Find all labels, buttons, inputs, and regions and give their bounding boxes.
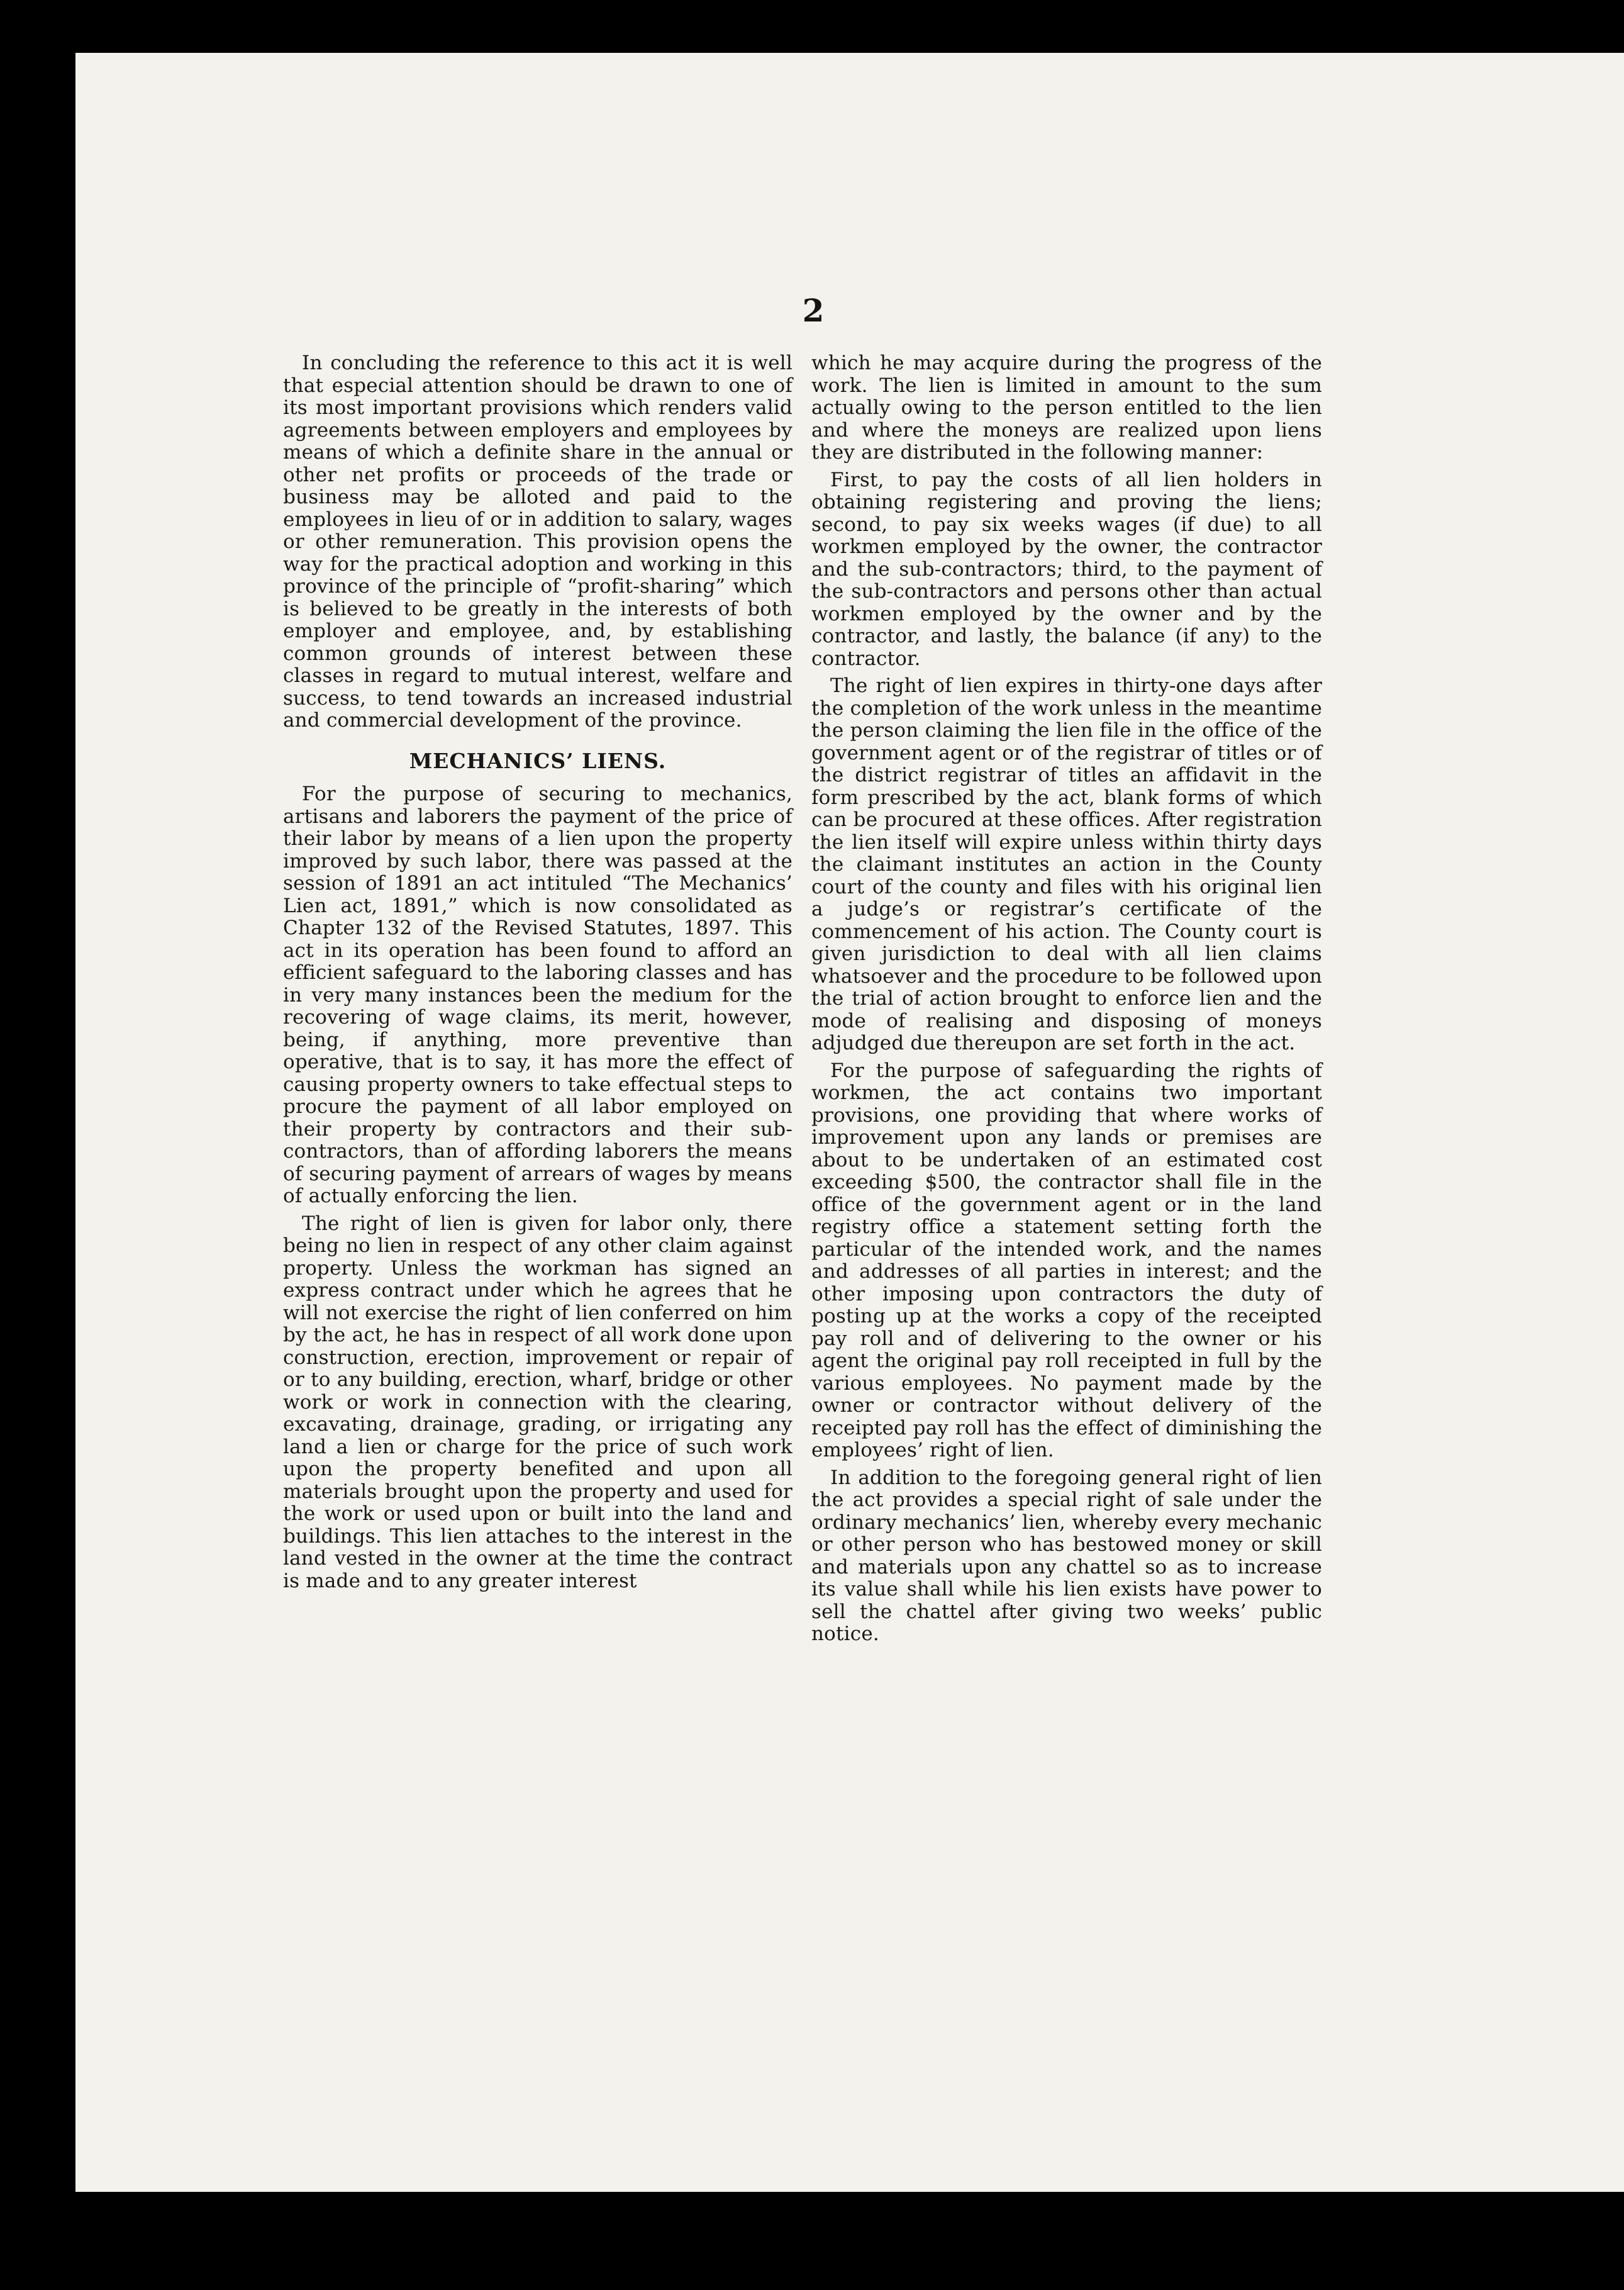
page-number: 2 (802, 292, 825, 329)
right-paragraph-expiry: The right of lien expires in thirty-one days after the completion of the work unless in the meantime the person claiming the lien file in the office of the government agent or of the registrar of titles or of the district registrar of titles an affidavit in the form prescribed by the act, blank forms of which can be procured at these offices. After registration the lien itself will expire unless within thirty days the claimant institutes an action in the County court of the county and files with his original lien a judge’s or registrar’s certificate of the commencement of his action. The County court is given jurisdiction to deal with all lien claims whatsoever and the procedure to be followed upon the trial of action brought to enforce lien and the mode of realising and disposing of moneys adjudged due thereupon are set forth in the act. (811, 674, 1322, 1054)
left-paragraph-right-of-lien: The right of lien is given for labor only, there being no lien in respect of any other claim against property. Unless the workman has signed an express contract under which he agrees that he will not exercise the right of lien conferred on him by the act, he has in respect of all work done upon construction, erection, improvement or repair of or to any building, erection, wharf, bridge or other work or work in connection with the clearing, excavating, drainage, grading, or irrigating any land a lien or charge for the price of such work upon the property benefited and upon all materials brought upon the property and used for the work or used upon or built into the land and buildings. This lien attaches to the interest in the land vested in the owner at the time the contract is made and to any greater interest (283, 1212, 793, 1592)
right-paragraph-distribution: First, to pay the costs of all lien holders in obtaining registering and proving the liens; second, to pay six weeks wages (if due) to all workmen employed by the owner, the contractor and the sub-contractors; third, to the payment of the sub-contractors and persons other than actual workmen employed by the owner and by the contractor, and lastly, the balance (if any) to the contractor. (811, 468, 1322, 670)
section-heading-mechanics-liens: MECHANICS’ LIENS. (409, 748, 667, 773)
left-column (283, 352, 793, 1597)
left-paragraph-profit-sharing: In concluding the reference to this act it is well that especial attention should be drawn to one of its most important provisions which renders valid agreements between employers and employees by means of which a definite share in the annual or other net profits or proceeds of the trade or business may be alloted and paid to the employees in lieu of or in addition to salary, wages or other remuneration. This provision opens the way for the practical adoption and working in this province of the principle of “profit-sharing” which is believed to be greatly in the interests of both employer and employee, and, by establishing common grounds of interest between these classes in regard to mutual interest, welfare and success, to tend towards an increased industrial and commercial development of the province. (283, 352, 793, 732)
right-paragraph-continuation: which he may acquire during the progress of the work. The lien is limited in amount to the sum actually owing to the person entitled to the lien and where the moneys are realized upon liens they are distributed in the following manner: (811, 352, 1322, 464)
right-paragraph-safeguards: For the purpose of safeguarding the rights of workmen, the act contains two important provisions, one providing that where works of improvement upon any lands or premises are about to be undertaken of an estimated cost exceeding $500, the contractor shall file in the office of the government agent or in the land registry office a statement setting forth the particular of the intended work, and the names and addresses of all parties in interest; and the other imposing upon contractors the duty of posting up at the works a copy of the receipted pay roll and of delivering to the owner or his agent the original pay roll receipted in full by the various employees. No payment made by the owner or contractor without delivery of the receipted pay roll has the effect of diminishing the employees’ right of lien. (811, 1059, 1322, 1461)
right-paragraph-right-of-sale: In addition to the foregoing general right of lien the act provides a special right of sale under the ordinary mechanics’ lien, whereby every mechanic or other person who has bestowed money or skill and materials upon any chattel so as to increase its value shall while his lien exists have power to sell the chattel after giving two weeks’ public notice. (811, 1466, 1322, 1645)
left-paragraph-purpose: For the purpose of securing to mechanics, artisans and laborers the payment of the price of their labor by means of a lien upon the property improved by such labor, there was passed at the session of 1891 an act intituled “The Mechanics’ Lien act, 1891,” which is now consolidated as Chapter 132 of the Revised Statutes, 1897. This act in its operation has been found to afford an efficient safeguard to the laboring classes and has in very many instances been the medium for the recovering of wage claims, its merit, however, being, if anything, more preventive than operative, that is to say, it has more the effect of causing property owners to take effectual steps to procure the payment of all labor employed on their property by contractors and their sub-contractors, than of affording laborers the means of securing payment of arrears of wages by means of actually enforcing the lien. (283, 783, 793, 1207)
right-column (811, 352, 1322, 1651)
